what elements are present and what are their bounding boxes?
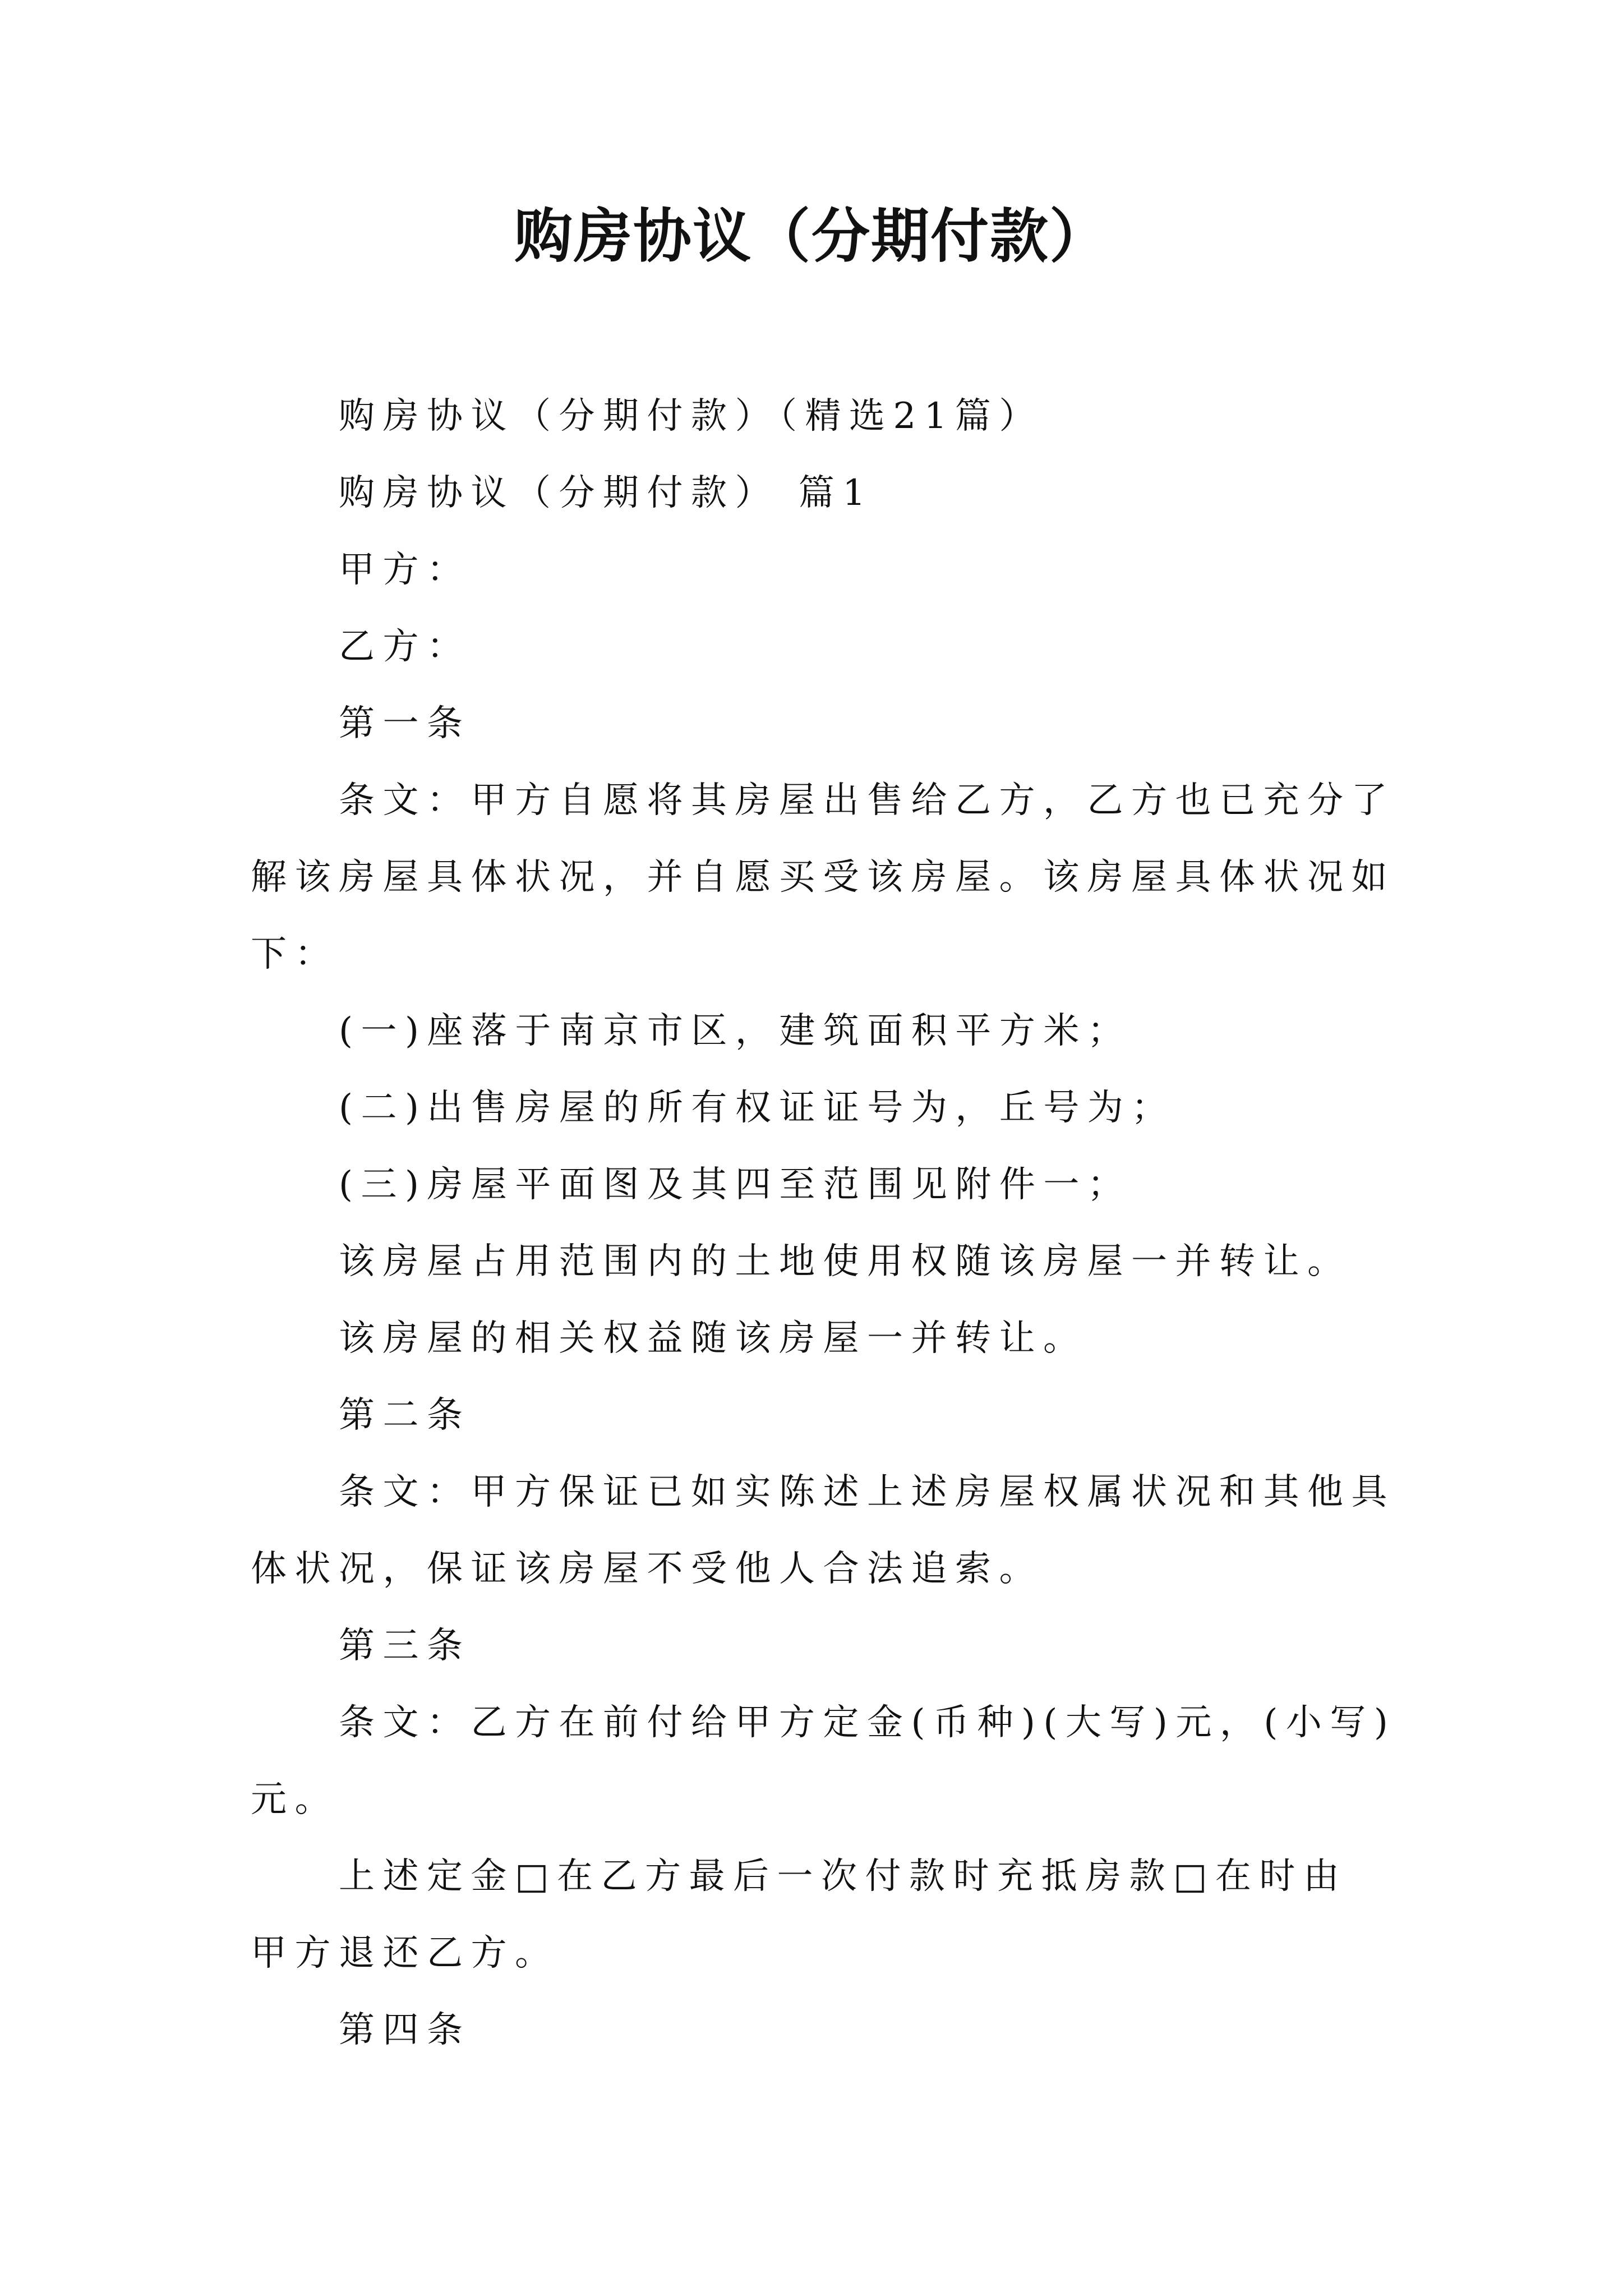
article-heading [251,1608,1406,1685]
section-heading [251,455,1406,532]
article-clause [251,1454,1406,1608]
paragraph-line: 下： [251,933,339,975]
document-body [251,378,1406,2069]
paragraph-line: 第一条 [339,703,471,744]
paragraph-line: 购房协议（分期付款）（精选21篇） [339,395,1043,437]
paragraph-line: 条文：甲方保证已如实陈述上述房屋权属状况和其他具 [339,1471,1395,1513]
paragraph-line: (二)出售房屋的所有权证证号为，丘号为； [339,1087,1175,1129]
paragraph-line: 第四条 [339,2009,471,2051]
paragraph-line: 购房协议（分期付款） 篇1 [339,472,874,514]
list-item [251,1070,1406,1147]
paragraph-line: 第三条 [339,1625,471,1667]
paragraph-line: 上述定金□在乙方最后一次付款时充抵房款□在时由 [339,1856,1348,1897]
paragraph-line: 元。 [251,1779,339,1820]
article-clause [251,1685,1406,1838]
article-heading [251,1377,1406,1454]
article-heading [251,685,1406,762]
paragraph-line: 条文：甲方自愿将其房屋出售给乙方，乙方也已充分了 [339,780,1395,821]
paragraph-line: 解该房屋具体状况，并自愿买受该房屋。该房屋具体状况如 [251,857,1395,898]
body-paragraph [251,1838,1406,1992]
paragraph-line: 体状况，保证该房屋不受他人合法追索。 [251,1548,1043,1590]
subtitle-paragraph [251,378,1406,455]
paragraph-line: 该房屋占用范围内的土地使用权随该房屋一并转让。 [339,1241,1352,1282]
party-b-field [251,609,1406,685]
body-paragraph [251,1223,1406,1300]
paragraph-line: 甲方退还乙方。 [251,1932,559,1974]
paragraph-line: 乙方： [339,626,471,668]
paragraph-line: 该房屋的相关权益随该房屋一并转让。 [339,1318,1087,1359]
party-a-field [251,532,1406,609]
document-title: 购房协议（分期付款） [514,201,1109,270]
paragraph-line: (三)房屋平面图及其四至范围见附件一； [339,1164,1132,1205]
paragraph-line: 条文：乙方在前付给甲方定金(币种)(大写)元，(小写) [339,1702,1396,1743]
list-item [251,993,1406,1070]
paragraph-line: (一)座落于南京市区，建筑面积平方米； [339,1010,1132,1052]
paragraph-line: 甲方： [339,549,471,591]
article-heading [251,1992,1406,2069]
body-paragraph [251,1300,1406,1377]
paragraph-line: 第二条 [339,1395,471,1436]
list-item [251,1147,1406,1223]
article-clause [251,762,1406,993]
